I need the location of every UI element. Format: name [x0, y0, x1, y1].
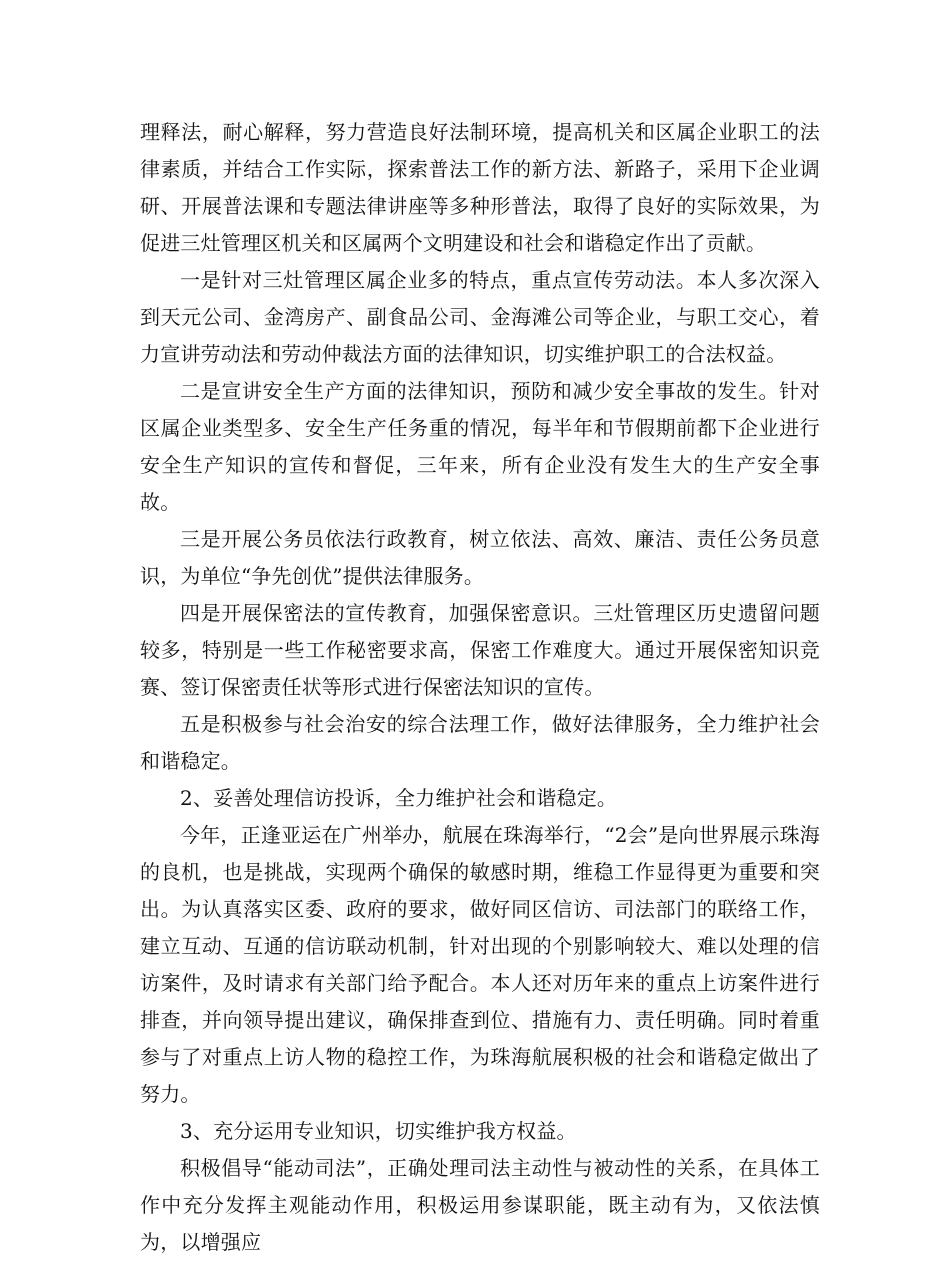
paragraph-8: 积极倡导“能动司法”，正确处理司法主动性与被动性的关系，在具体工作中充分发挥主观能动作用，积极运用参谋职能，既主动有为，又依法慎为，以增强应 [140, 1156, 820, 1254]
section-heading-3: 3、充分运用专业知识，切实维护我方权益。 [180, 1119, 577, 1143]
document-body [140, 114, 820, 1261]
paragraph-5: 四是开展保密法的宣传教育，加强保密意识。三灶管理区历史遗留问题较多，特别是一些工作秘密要求高，保密工作难度大。通过开展保密知识竞赛、签订保密责任状等形式进行保密法知识的宣传。 [140, 601, 820, 699]
paragraph-6: 五是积极参与社会治安的综合法理工作，做好法律服务，全力维护社会和谐稳定。 [140, 712, 820, 773]
paragraph-7: 今年，正逢亚运在广州举办，航展在珠海举行，“2会”是向世界展示珠海的良机，也是挑战，实现两个确保的敏感时期，维稳工作显得更为重要和突出。为认真落实区委、政府的要求，做好同区信访、司法部门的联络工作，建立互动、互通的信访联动机制，针对出现的个别影响较大、难以处理的信访案件，及时请求有关部门给予配合。本人还对历年来的重点上访案件进行排查，并向领导提出建议，确保排查到位、措施有力、责任明确。同时着重参与了对重点上访人物的稳控工作，为珠海航展积极的社会和谐稳定做出了努力。 [140, 823, 820, 1106]
paragraph-3: 二是宣讲安全生产方面的法律知识，预防和减少安全事故的发生。针对区属企业类型多、安全生产任务重的情况，每半年和节假期前都下企业进行安全生产知识的宣传和督促，三年来，所有企业没有发生大的生产安全事故。 [140, 379, 820, 514]
paragraph-1: 理释法，耐心解释，努力营造良好法制环境，提高机关和区属企业职工的法律素质，并结合工作实际，探索普法工作的新方法、新路子，采用下企业调研、开展普法课和专题法律讲座等多种形普法，取得了良好的实际效果，为促进三灶管理区机关和区属两个文明建设和社会和谐稳定作出了贡献。 [140, 120, 820, 255]
paragraph-4: 三是开展公务员依法行政教育，树立依法、高效、廉洁、责任公务员意识，为单位“争先创优”提供法律服务。 [140, 527, 820, 588]
paragraph-2: 一是针对三灶管理区属企业多的特点，重点宣传劳动法。本人多次深入到天元公司、金湾房产、副食品公司、金海滩公司等企业，与职工交心，着力宣讲劳动法和劳动仲裁法方面的法律知识，切实维护职工的合法权益。 [140, 268, 820, 366]
section-heading-2: 2、妥善处理信访投诉，全力维护社会和谐稳定。 [180, 786, 618, 810]
